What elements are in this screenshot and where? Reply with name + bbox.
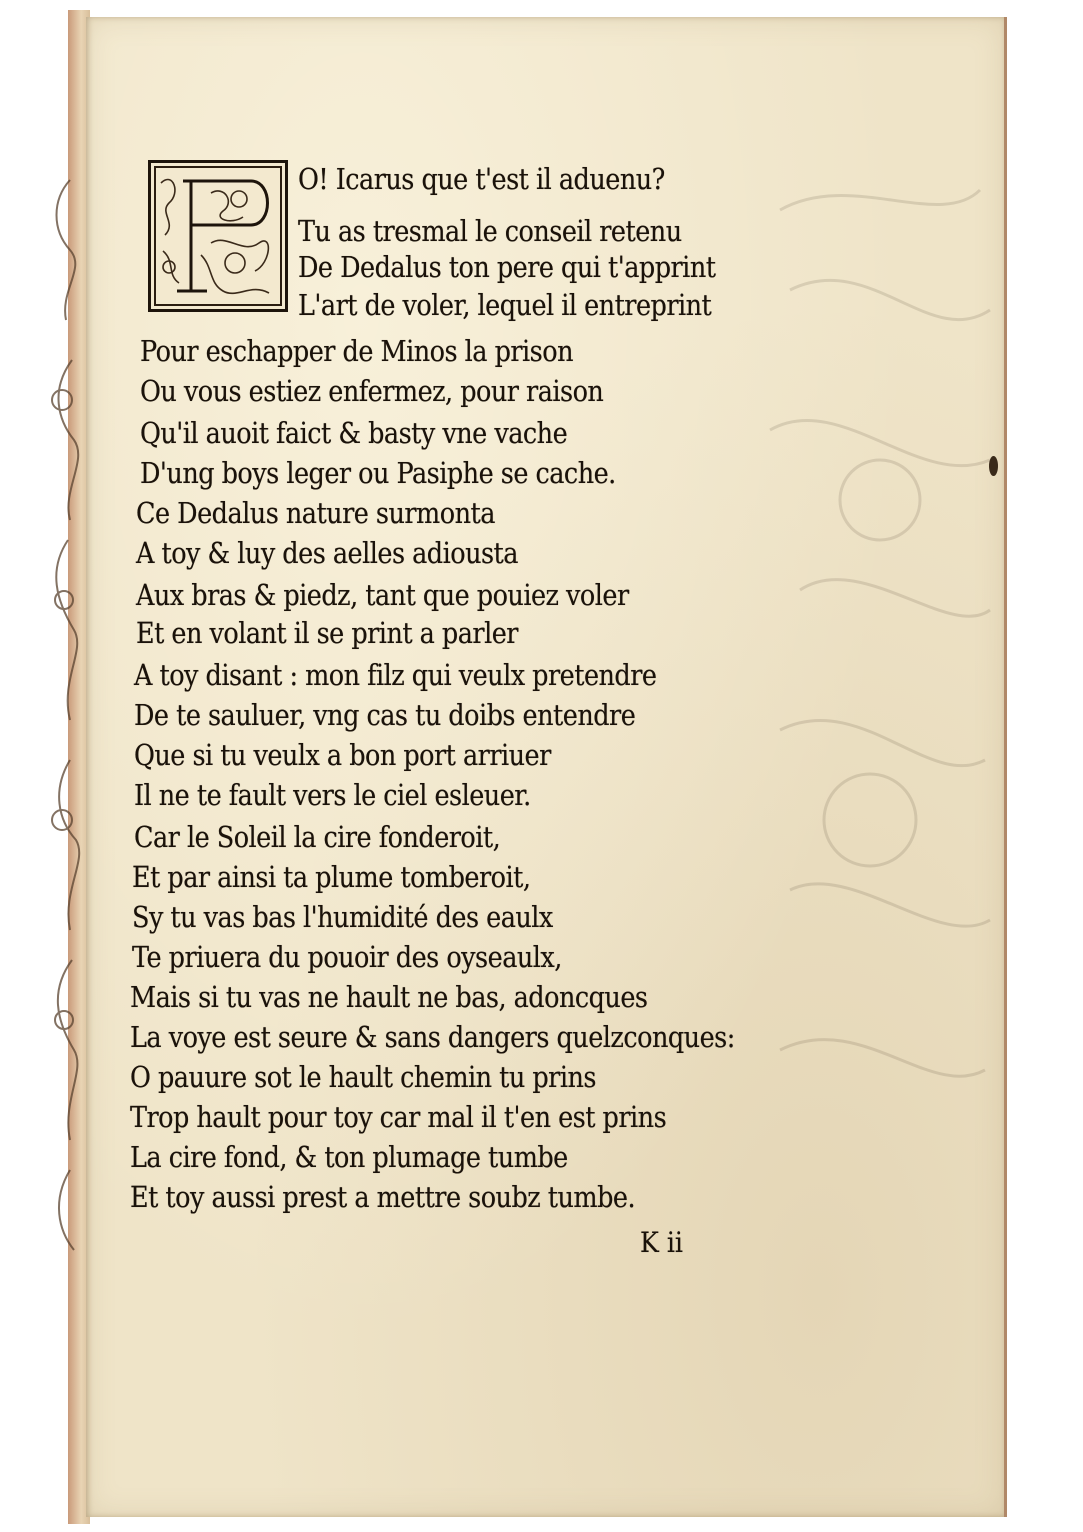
poem-line: Que si tu veulx a bon port arriuer xyxy=(134,738,551,772)
poem-line: Trop hault pour toy car mal il t'en est prins xyxy=(130,1100,667,1134)
drop-cap xyxy=(148,160,288,312)
poem-line: A toy & luy des aelles adiousta xyxy=(136,536,518,570)
poem-line: Qu'il auoit faict & basty vne vache xyxy=(140,416,568,450)
poem-line: Aux bras & piedz, tant que pouiez voler xyxy=(136,578,629,612)
poem-line: Pour eschapper de Minos la prison xyxy=(140,334,574,368)
show-through-ornament-icon xyxy=(760,170,1000,1220)
poem-line: Ce Dedalus nature surmonta xyxy=(136,496,495,530)
poem-line: Tu as tresmal le conseil retenu xyxy=(298,214,682,248)
poem-line: La cire fond, & ton plumage tumbe xyxy=(130,1140,568,1174)
poem-line: Ou vous estiez enfermez, pour raison xyxy=(140,374,604,408)
decorated-woodcut-initial-icon xyxy=(151,163,285,309)
facing-page-ornament-icon xyxy=(0,0,96,1532)
poem-line: Sy tu vas bas l'humidité des eaulx xyxy=(132,900,553,934)
poem-line: Et par ainsi ta plume tomberoit, xyxy=(132,860,531,894)
ink-spot xyxy=(989,456,998,476)
poem-line: La voye est seure & sans dangers quelzconques: xyxy=(130,1020,735,1054)
poem-line: De te sauluer, vng cas tu doibs entendre xyxy=(134,698,636,732)
poem-line: O! Icarus que t'est il aduenu? xyxy=(298,162,665,196)
poem-line: D'ung boys leger ou Pasiphe se cache. xyxy=(140,456,616,490)
poem-line: Mais si tu vas ne hault ne bas, adoncques xyxy=(130,980,648,1014)
poem-line: Te priuera du pouoir des oyseaulx, xyxy=(132,940,562,974)
poem-line: Et toy aussi prest a mettre soubz tumbe. xyxy=(130,1180,636,1214)
poem-line: De Dedalus ton pere qui t'apprint xyxy=(298,250,716,284)
signature-mark: K ii xyxy=(640,1226,683,1259)
poem-line: A toy disant : mon filz qui veulx pretendre xyxy=(134,658,657,692)
poem-line: Il ne te fault vers le ciel esleuer. xyxy=(134,778,531,812)
poem-line: L'art de voler, lequel il entreprint xyxy=(298,288,712,322)
poem-line: Car le Soleil la cire fonderoit, xyxy=(134,820,501,854)
poem-line: Et en volant il se print a parler xyxy=(136,616,518,650)
poem-line: O pauure sot le hault chemin tu prins xyxy=(130,1060,596,1094)
